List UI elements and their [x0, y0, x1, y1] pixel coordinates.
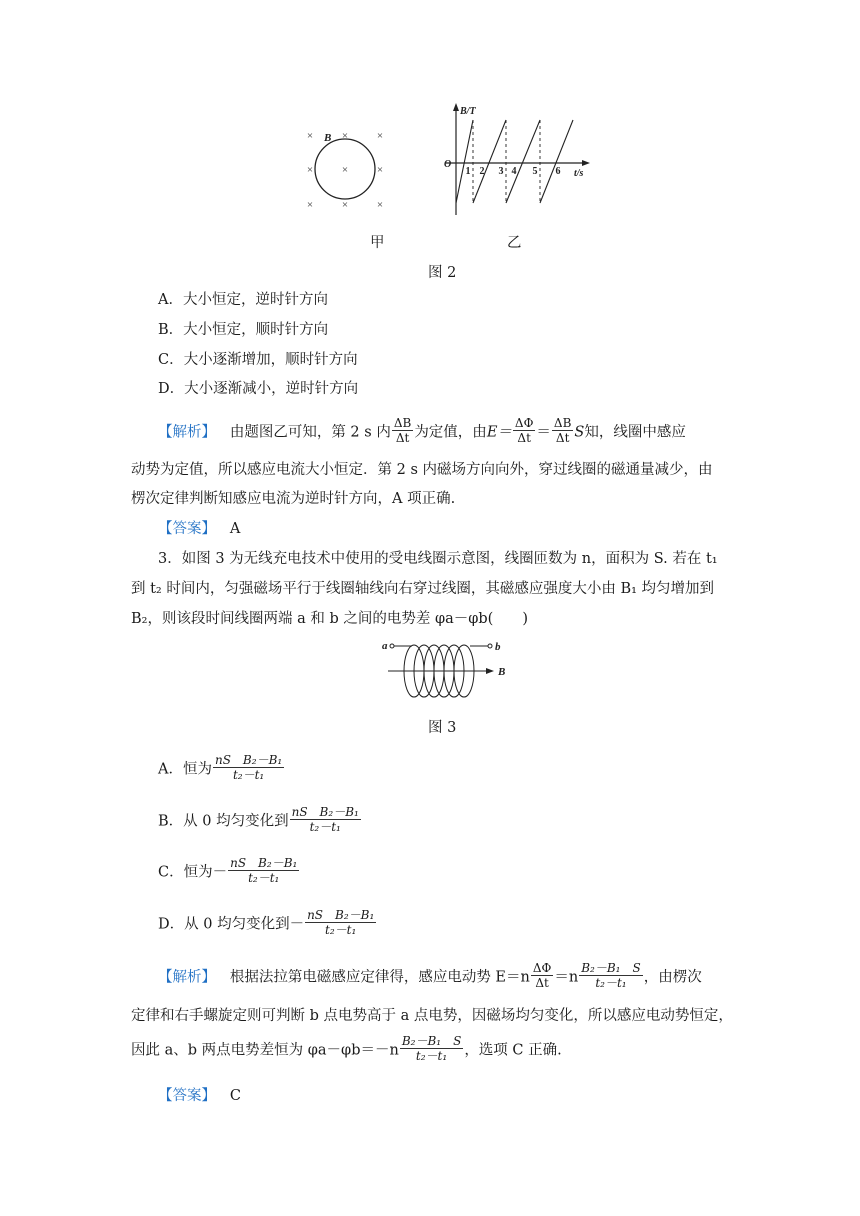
analysis-text: 由题图乙可知，第 2 s 内: [229, 424, 391, 441]
field-direction-label: B: [498, 666, 506, 678]
q3-analysis-line3: 因此 a、b 两点电势差恒为 φa－φb＝－n $\frac{\text{B₂－B₁ S}}{\text{t₂－t₁}}$ ，选项 C 正确.: [131, 1034, 562, 1063]
svg-text:×: ×: [341, 164, 349, 176]
sub-caption-yi: 乙: [507, 235, 522, 251]
svg-text:×: ×: [341, 199, 349, 211]
tick-5: 5: [532, 166, 538, 177]
figure-2-yi-graph: [440, 100, 600, 220]
fraction-dphi-dt: $\frac{\Delta\Phi}{\Delta t}$: [532, 961, 552, 990]
svg-text:×: ×: [306, 130, 314, 142]
svg-text:×: ×: [341, 130, 349, 142]
tick-6: 6: [555, 166, 561, 177]
q3-stem-line2: 到 t₂ 时间内，匀强磁场平行于线圈轴线向右穿过线圈，其磁感应强度大小由 B₁ 均匀增加到: [131, 581, 715, 597]
svg-text:×: ×: [306, 199, 314, 211]
answer-tag: 【答案】: [158, 521, 216, 537]
q3-answer: [158, 1086, 241, 1106]
terminal-b-label: b: [495, 641, 501, 653]
tick-3: 3: [498, 166, 504, 177]
option-b: B．大小恒定，顺时针方向: [158, 322, 329, 338]
figure-2-caption: 图 2: [428, 265, 457, 281]
q2-analysis-line2: 动势为定值，所以感应电流大小恒定．第 2 s 内磁场方向向外，穿过线圈的磁通量减少，由: [131, 462, 713, 478]
option-d-fraction: $\frac{\text{nS B₂－B₁}}{\text{t₂－t₁}}$: [307, 908, 375, 937]
svg-text:×: ×: [306, 164, 314, 176]
q3-stem-line3: B₂，则该段时间线圈两端 a 和 b 之间的电势差 φa－φb( ): [131, 611, 528, 627]
terminal-a-label: a: [382, 640, 388, 652]
option-b-fraction: $\frac{\text{nS B₂－B₁}}{\text{t₂－t₁}}$: [291, 805, 359, 834]
tick-4: 4: [511, 166, 517, 177]
analysis-tag: 【解析】: [158, 969, 216, 986]
q3-analysis-line1: 【解析】 根据法拉第电磁感应定律得，感应电动势 E＝n $\frac{\Delta\Phi}{\Delta t}$ ＝n $\frac{\text{B₂－B₁ S}}{\text{t₂－t₁}}$ ，由楞次: [158, 961, 702, 990]
figure-3-coil: [378, 638, 514, 706]
svg-text:×: ×: [376, 130, 384, 142]
sub-caption-jia: 甲: [370, 235, 385, 251]
svg-text:×: ×: [376, 199, 384, 211]
q3-option-c: C．恒为－ $\frac{\text{nS B₂－B₁}}{\text{t₂－t₁}}$: [158, 856, 298, 885]
q2-answer: [158, 519, 240, 539]
q2-analysis-line1: 【解析】 由题图乙可知，第 2 s 内 $\frac{\Delta B}{\Delta t}$ 为定值，由E＝ $\frac{\Delta\Phi}{\Delta t}$ ＝ $\frac{\Delta B}{\Delta t}$ S知，线圈中感应: [158, 416, 686, 445]
x-axis-label: t/s: [574, 168, 584, 179]
fraction-db-dt-2: $\frac{\Delta B}{\Delta t}$: [553, 416, 572, 445]
option-a-fraction: $\frac{\text{nS B₂－B₁}}{\text{t₂－t₁}}$: [214, 753, 283, 782]
option-c: C．大小逐渐增加，顺时针方向: [158, 352, 358, 368]
tick-2: 2: [479, 166, 485, 177]
fraction-b-diff-2: $\frac{\text{B₂－B₁ S}}{\text{t₂－t₁}}$: [401, 1034, 462, 1063]
q3-option-a: A．恒为 $\frac{\text{nS B₂－B₁}}{\text{t₂－t₁}}$: [158, 753, 283, 782]
q3-option-b: B．从 0 均匀变化到 $\frac{\text{nS B₂－B₁}}{\text{t₂－t₁}}$: [158, 805, 359, 834]
y-axis-label: B/T: [460, 106, 476, 117]
field-label-b: B: [324, 132, 332, 144]
fraction-dphi-dt: $\frac{\Delta\Phi}{\Delta t}$: [514, 416, 534, 445]
answer-value: A: [229, 521, 241, 537]
fraction-db-dt: $\frac{\Delta B}{\Delta t}$: [393, 416, 412, 445]
figure-3-caption: 图 3: [428, 720, 457, 736]
q2-analysis-line3: 楞次定律判断知感应电流为逆时针方向，A 项正确.: [131, 491, 456, 507]
analysis-tag: 【解析】: [158, 424, 216, 441]
fraction-b-diff: $\frac{\text{B₂－B₁ S}}{\text{t₂－t₁}}$: [581, 961, 641, 990]
q3-analysis-line2: 定律和右手螺旋定则可判断 b 点电势高于 a 点电势，因磁场均匀变化，所以感应电动势恒定，: [131, 1008, 733, 1024]
q3-option-d: D．从 0 均匀变化到－ $\frac{\text{nS B₂－B₁}}{\text{t₂－t₁}}$: [158, 908, 375, 937]
answer-value: C: [229, 1088, 241, 1104]
svg-text:×: ×: [376, 164, 384, 176]
tick-1: 1: [465, 166, 471, 177]
figure-2-jia-circle: [300, 125, 395, 215]
option-a: A．大小恒定，逆时针方向: [158, 292, 328, 308]
option-c-fraction: $\frac{\text{nS B₂－B₁}}{\text{t₂－t₁}}$: [230, 856, 298, 885]
option-d: D．大小逐渐减小，逆时针方向: [158, 381, 359, 397]
q3-stem-line1: 3．如图 3 为无线充电技术中使用的受电线圈示意图，线圈匝数为 n，面积为 S. 若在 t₁: [158, 551, 718, 567]
answer-tag: 【答案】: [158, 1088, 216, 1104]
origin-label: O: [444, 159, 452, 170]
